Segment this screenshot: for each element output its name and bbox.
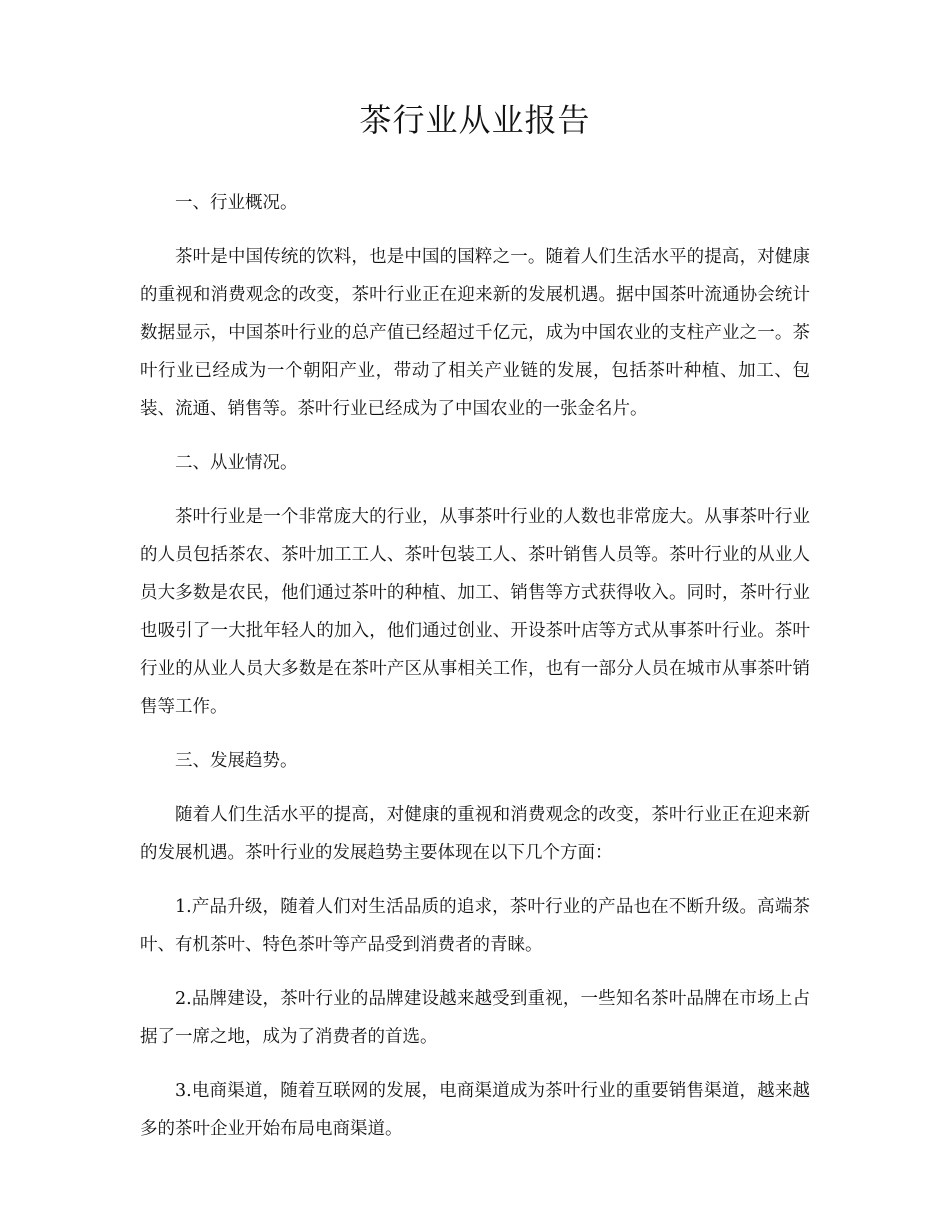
paragraph-employment: 茶叶行业是一个非常庞大的行业，从事茶叶行业的人数也非常庞大。从事茶叶行业的人员包括茶农、茶叶加工工人、茶叶包装工人、茶叶销售人员等。茶叶行业的从业人员大多数是农民，他们通过茶叶的种植、加工、销售等方式获得收入。同时，茶叶行业也吸引了一大批年轻人的加入，他们通过创业、开设茶叶店等方式从事茶叶行业。茶叶行业的从业人员大多数是在茶叶产区从事相关工作，也有一部分人员在城市从事茶叶销售等工作。 (140, 507, 810, 717)
document-body (140, 184, 810, 1164)
list-item-ecommerce: 3.电商渠道，随着互联网的发展，电商渠道成为茶叶行业的重要销售渠道，越来越多的茶叶企业开始布局电商渠道。 (140, 1081, 810, 1139)
list-item-brand-building: 2.品牌建设，茶叶行业的品牌建设越来越受到重视，一些知名茶叶品牌在市场上占据了一席之地，成为了消费者的首选。 (140, 989, 810, 1047)
section-heading-employment: 二、从业情况。 (175, 453, 298, 473)
section-heading-overview: 一、行业概况。 (175, 193, 298, 213)
list-item-product-upgrade: 1.产品升级，随着人们对生活品质的追求，茶叶行业的产品也在不断升级。高端茶叶、有机茶叶、特色茶叶等产品受到消费者的青睐。 (140, 897, 810, 955)
paragraph-overview: 茶叶是中国传统的饮料，也是中国的国粹之一。随着人们生活水平的提高，对健康的重视和消费观念的改变，茶叶行业正在迎来新的发展机遇。据中国茶叶流通协会统计数据显示，中国茶叶行业的总产值已经超过千亿元，成为中国农业的支柱产业之一。茶叶行业已经成为一个朝阳产业，带动了相关产业链的发展，包括茶叶种植、加工、包装、流通、销售等。茶叶行业已经成为了中国农业的一张金名片。 (140, 247, 810, 419)
paragraph-trends-intro: 随着人们生活水平的提高，对健康的重视和消费观念的改变，茶叶行业正在迎来新的发展机遇。茶叶行业的发展趋势主要体现在以下几个方面： (140, 805, 810, 863)
page-title: 茶行业从业报告 (359, 101, 591, 139)
section-heading-trends: 三、发展趋势。 (175, 751, 298, 771)
